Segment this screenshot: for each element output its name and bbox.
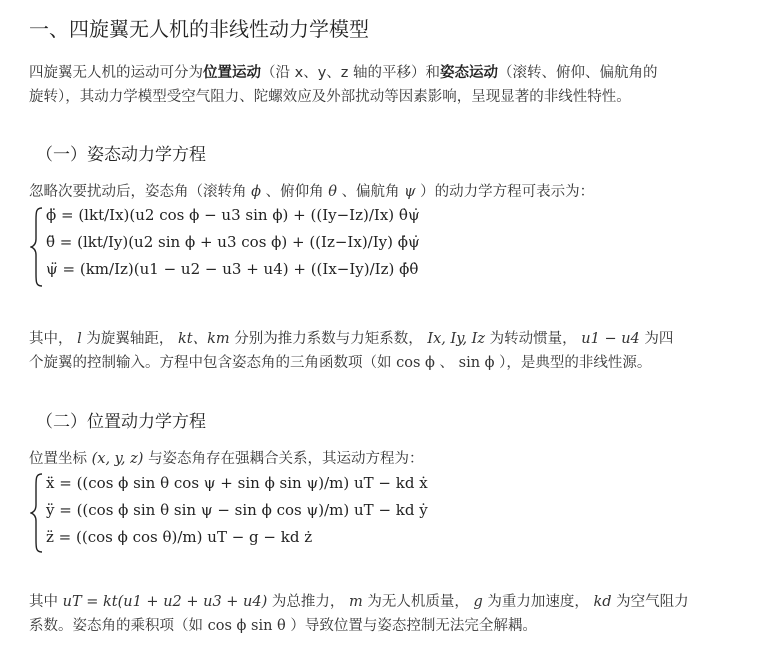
- section1-note-line-2: [29, 351, 651, 375]
- note-text: 、: [439, 355, 455, 371]
- section-heading-position: （二）位置动力学方程: [36, 412, 206, 432]
- page-title: 一、四旋翼无人机的非线性动力学模型: [29, 17, 369, 41]
- note-text: 为转动惯量，: [489, 331, 577, 347]
- note-text: 其中: [29, 594, 58, 610]
- note-text: 分别为推力系数与力矩系数，: [234, 331, 423, 347]
- note-text: 其中，: [29, 331, 73, 347]
- lead-text: 、俯仰角: [265, 184, 324, 200]
- section2-note-line-2: [29, 614, 537, 638]
- math-g: g: [473, 594, 483, 610]
- section1-note-line-1: [29, 327, 673, 351]
- equation-x-ddot: ẍ = ((cos ϕ sin θ cos ψ + sin ϕ sin ψ)/m) uT − kd ẋ: [46, 474, 428, 492]
- note-text: 为无人机质量，: [367, 594, 469, 610]
- math-xyz: (x, y, z): [91, 451, 144, 467]
- intro-bold-attitude: 姿态运动: [440, 65, 498, 81]
- intro-bold-position: 位置运动: [203, 65, 261, 81]
- math-cos-sin-product: cos ϕ sin θ: [207, 618, 286, 634]
- math-kd: kd: [593, 594, 612, 610]
- math-u-range: u1 − u4: [581, 331, 640, 347]
- section2-note-line-1: [29, 590, 689, 614]
- note-text: 为空气阻力: [616, 594, 689, 610]
- math-sin-phi: sin ϕ: [458, 355, 495, 371]
- lead-text: 忽略次要扰动后，姿态角（滚转角: [29, 184, 247, 200]
- math-cos-phi: cos ϕ: [396, 355, 435, 371]
- math-theta: θ: [328, 184, 337, 200]
- equation-theta-ddot: θ̈ = (lkt/Iy)(u2 sin ϕ + u3 cos ϕ) + ((Iz−Ix)/Iy) ϕ̇ψ̇: [46, 233, 420, 251]
- lead-text: 与姿态角存在强耦合关系，其运动方程为：: [148, 451, 424, 467]
- math-phi: ϕ: [251, 184, 261, 200]
- note-text: 为旋翼轴距，: [86, 331, 174, 347]
- intro-text: （滚转、俯仰、偏航角的: [498, 65, 658, 81]
- equation-phi-ddot: ϕ̈ = (lkt/Ix)(u2 cos ϕ − u3 sin ϕ) + ((Iy−Iz)/Ix) θ̇ψ̇: [46, 206, 420, 224]
- math-m: m: [349, 594, 363, 610]
- equation-psi-ddot: ψ̈ = (km/Iz)(u1 − u2 − u3 + u4) + ((Ix−Iy)/Iz) ϕ̇θ̇: [46, 260, 419, 278]
- note-text: 个旋翼的控制输入。方程中包含姿态角的三角函数项（如: [29, 355, 392, 371]
- note-text: 为总推力，: [271, 594, 345, 610]
- note-text: 为四: [644, 331, 674, 347]
- section1-lead: [29, 180, 594, 204]
- lead-text: ）的动力学方程可表示为：: [420, 184, 595, 200]
- left-brace-icon: [30, 472, 44, 554]
- lead-text: 位置坐标: [29, 451, 87, 467]
- section2-lead: [29, 447, 424, 471]
- math-inertia: Ix, Iy, Iz: [427, 331, 486, 347]
- equation-y-ddot: ÿ = ((cos ϕ sin θ sin ψ − sin ϕ cos ψ)/m) uT − kd ẏ: [46, 501, 428, 519]
- note-text: 系数。姿态角的乘积项（如: [29, 618, 203, 634]
- math-total-thrust: uT = kt(u1 + u2 + u3 + u4): [62, 594, 268, 610]
- math-kt-km: kt、km: [177, 331, 230, 347]
- intro-line-1: [29, 61, 658, 85]
- note-text: ），是典型的非线性源。: [499, 355, 652, 371]
- note-text: 为重力加速度，: [487, 594, 589, 610]
- intro-text: 四旋翼无人机的运动可分为: [29, 65, 203, 81]
- math-psi: ψ: [404, 184, 416, 200]
- section-heading-attitude: （一）姿态动力学方程: [36, 145, 206, 165]
- equation-z-ddot: z̈ = ((cos ϕ cos θ)/m) uT − g − kd ż: [46, 528, 313, 546]
- math-l: l: [77, 331, 82, 347]
- lead-text: 、偏航角: [341, 184, 400, 200]
- left-brace-icon: [30, 206, 44, 288]
- intro-text: （沿 x、y、z 轴的平移）和: [261, 65, 440, 81]
- intro-line-2: 旋转），其动力学模型受空气阻力、陀螺效应及外部扰动等因素影响，呈现显著的非线性特性。: [29, 89, 631, 105]
- note-text: ）导致位置与姿态控制无法完全解耦。: [290, 618, 537, 634]
